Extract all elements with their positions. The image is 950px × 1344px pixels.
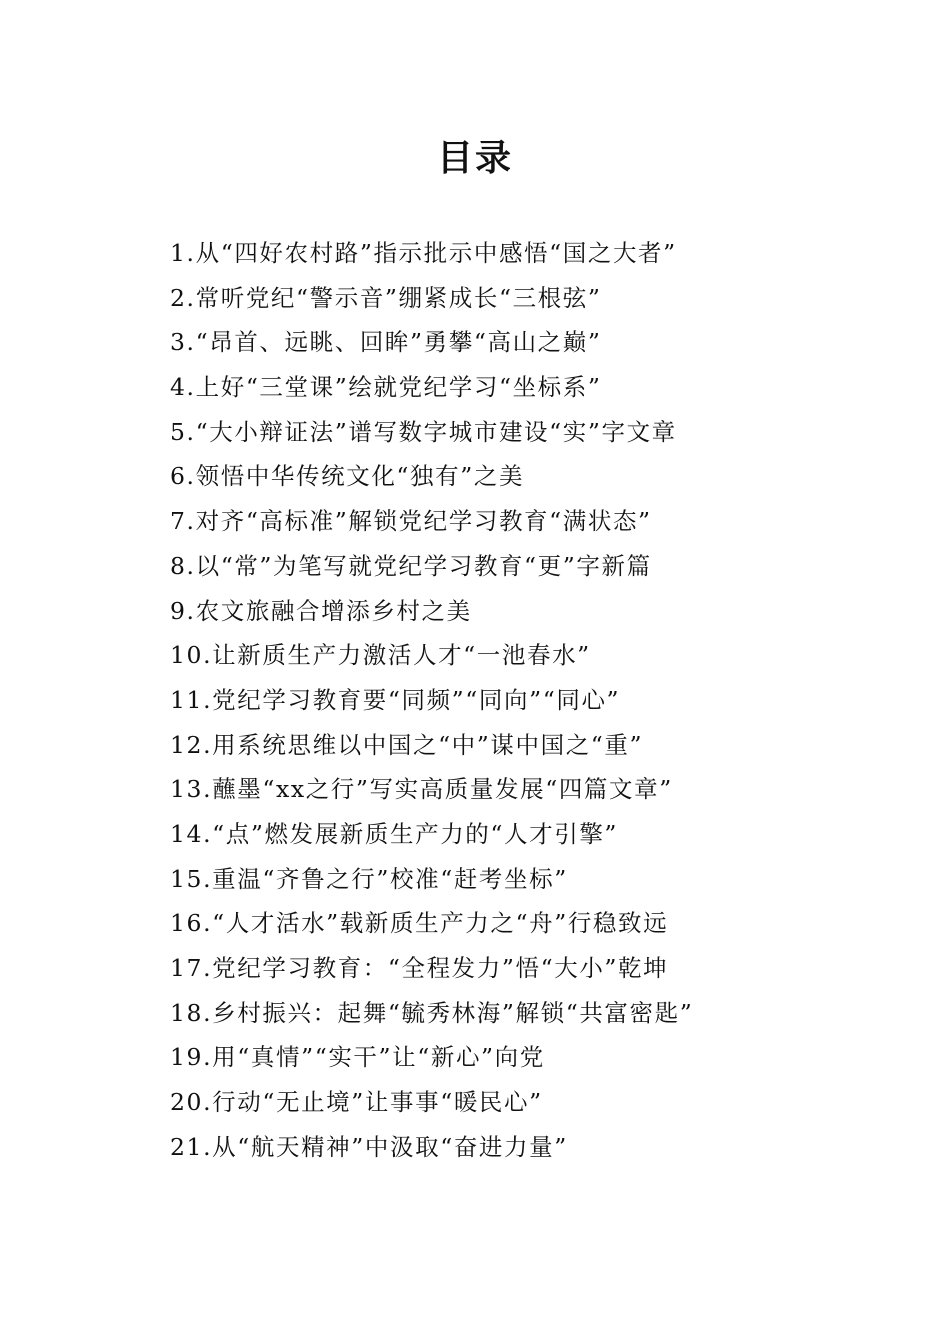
toc-item: 18.乡村振兴：起舞“毓秀林海”解锁“共富密匙”	[170, 998, 694, 1027]
toc-item: 1.从“四好农村路”指示批示中感悟“国之大者”	[170, 239, 677, 267]
toc-item: 10.让新质生产力激活人才“一池春水”	[170, 641, 591, 670]
toc-item: 4.上好“三堂课”绘就党纪学习“坐标系”	[170, 373, 602, 402]
toc-item: 20.行动“无止境”让事事“暖民心”	[170, 1088, 543, 1117]
toc-item: 3.“昂首、远眺、回眸”勇攀“高山之巅”	[170, 328, 602, 357]
toc-item: 7.对齐“高标准”解锁党纪学习教育“满状态”	[170, 507, 652, 536]
toc-item: 14.“点”燃发展新质生产力的“人才引擎”	[170, 819, 619, 848]
toc-item: 19.用“真情”“实干”让“新心”向党	[170, 1043, 545, 1072]
table-of-contents	[170, 231, 870, 1169]
toc-item: 8.以“常”为笔写就党纪学习教育“更”字新篇	[170, 551, 652, 580]
page-title: 目录	[436, 138, 513, 179]
toc-item: 13.蘸墨“xx之行”写实高质量发展“四篇文章”	[170, 775, 673, 804]
toc-item: 16.“人才活水”载新质生产力之“舟”行稳致远	[170, 909, 669, 938]
toc-item: 6.领悟中华传统文化“独有”之美	[170, 462, 525, 491]
toc-item: 2.常听党纪“警示音”绷紧成长“三根弦”	[170, 283, 602, 312]
toc-item: 11.党纪学习教育要“同频”“同向”“同心”	[170, 685, 621, 714]
toc-item: 5.“大小辩证法”谱写数字城市建设“实”字文章	[170, 417, 677, 446]
toc-item: 21.从“航天精神”中汲取“奋进力量”	[170, 1132, 568, 1161]
toc-item: 12.用系统思维以中国之“中”谋中国之“重”	[170, 730, 644, 759]
toc-item: 9.农文旅融合增添乡村之美	[170, 596, 472, 625]
toc-item: 17.党纪学习教育：“全程发力”悟“大小”乾坤	[170, 954, 669, 982]
toc-item: 15.重温“齐鲁之行”校准“赶考坐标”	[170, 864, 568, 893]
